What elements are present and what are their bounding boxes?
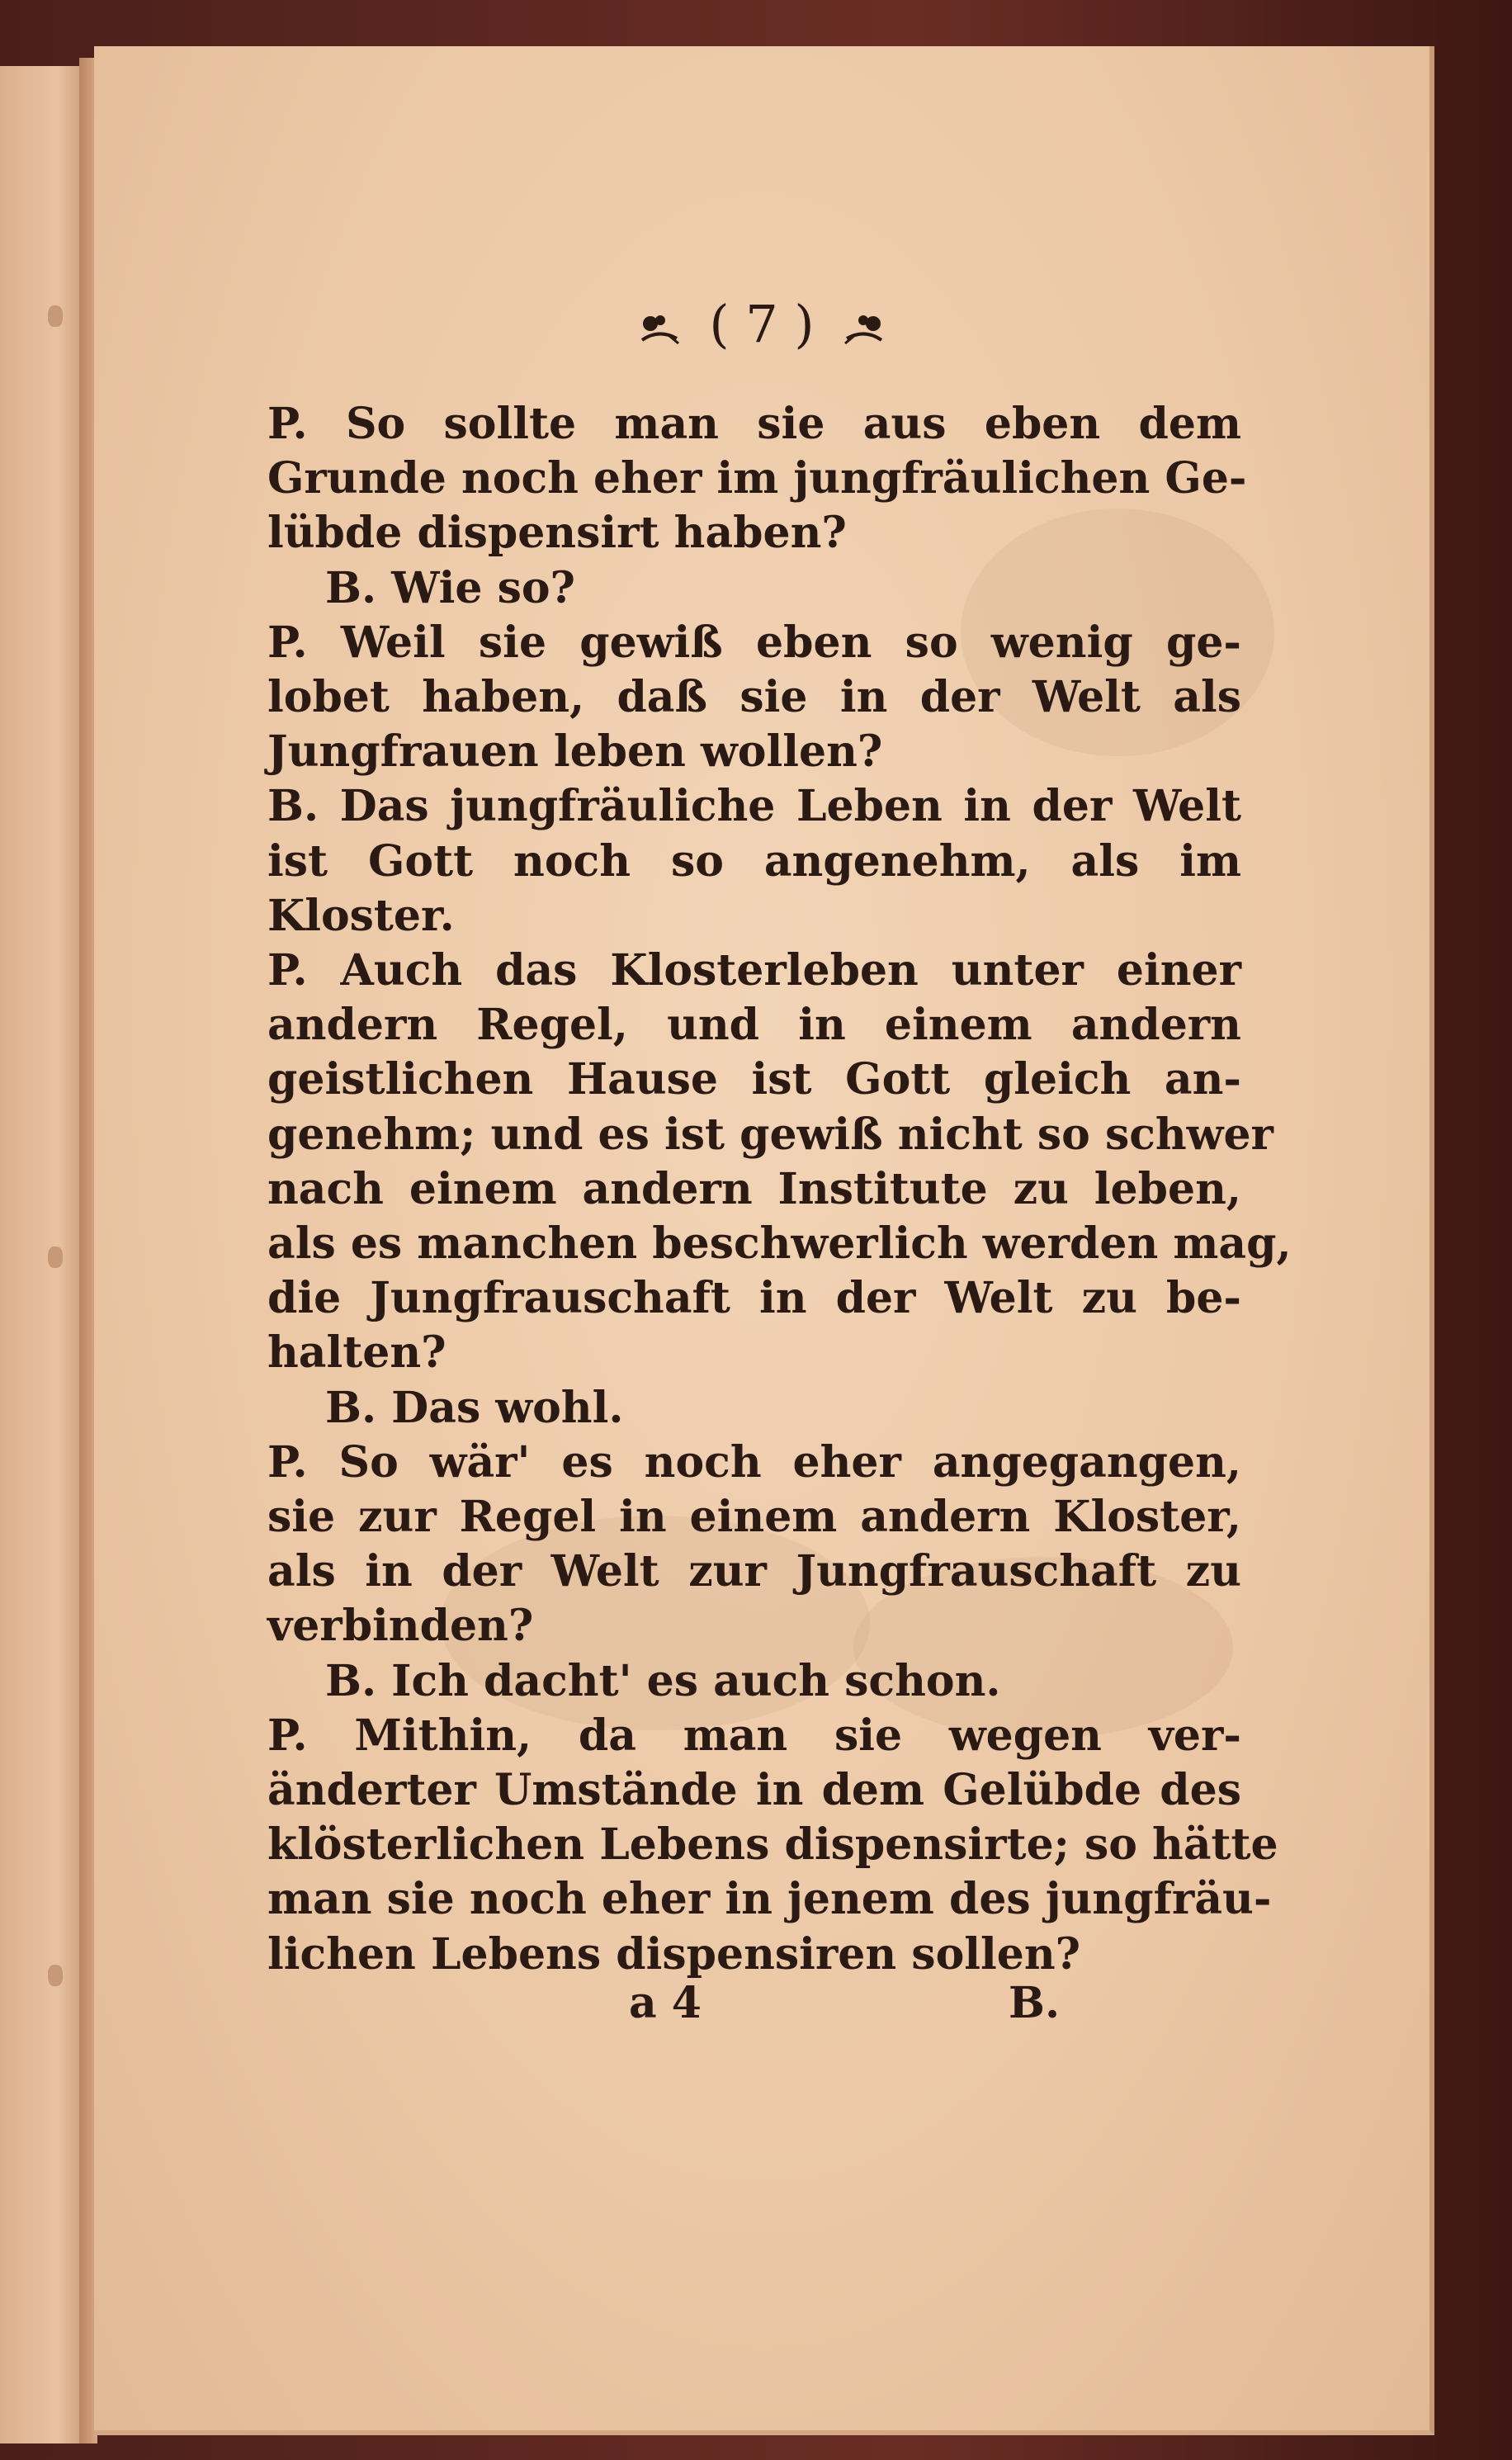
floral-ornament-icon (636, 310, 682, 347)
text-line: Jungfrauen leben wollen? (267, 726, 883, 778)
text-line: B. Wie so? (325, 562, 576, 613)
text-line: die Jungfrauschaft in der Welt zu be- (267, 1273, 1241, 1324)
text-line: P. So sollte man sie aus eben dem (267, 399, 1241, 449)
text-line: P. Weil sie gewiß eben so wenig ge- (267, 617, 1241, 668)
text-line: man sie noch eher in jenem des jungfräu- (267, 1874, 1272, 1925)
text-line: sie zur Regel in einem andern Kloster, (267, 1492, 1241, 1543)
text-line: verbinden? (267, 1601, 534, 1652)
paper-mark (48, 1247, 63, 1268)
text-line: genehm; und es ist gewiß nicht so schwer (267, 1109, 1273, 1160)
text-line: P. Auch das Klosterleben unter einer (267, 945, 1241, 996)
catchword: B. (1009, 1978, 1061, 2028)
paper-mark (48, 1965, 63, 1986)
paper-mark (48, 305, 63, 327)
text-line: B. Das jungfräuliche Leben in der Welt (267, 781, 1241, 832)
text-line: lübde dispensirt haben? (267, 508, 847, 559)
page-footer (94, 1978, 1429, 2044)
text-line: Grunde noch eher im jungfräulichen Ge- (267, 453, 1247, 504)
signature-mark: a 4 (629, 1978, 702, 2028)
text-line: nach einem andern Institute zu leben, (267, 1163, 1241, 1214)
floral-ornament-icon (842, 310, 888, 347)
left-page-edge (0, 66, 83, 2443)
page-number: ( 7 ) (709, 294, 815, 354)
text-line: B. Ich dacht' es auch schon. (325, 1655, 1001, 1706)
body-text (267, 397, 1292, 1982)
text-line: geistlichen Hause ist Gott gleich an- (267, 1054, 1241, 1105)
text-line: als in der Welt zur Jungfrauschaft zu (267, 1546, 1241, 1597)
text-line: P. So wär' es noch eher angegangen, (267, 1436, 1241, 1488)
text-line: änderter Umstände in dem Gelübde des (267, 1765, 1241, 1816)
text-line: B. Das wohl. (325, 1382, 624, 1433)
text-line: andern Regel, und in einem andern (267, 1000, 1241, 1051)
text-line: Kloster. (267, 890, 455, 941)
page-header (94, 294, 1429, 354)
text-line: lobet haben, daß sie in der Welt als (267, 672, 1241, 723)
text-line: lichen Lebens dispensiren sollen? (267, 1928, 1081, 1980)
text-line: P. Mithin, da man sie wegen ver- (267, 1710, 1241, 1761)
text-line: als es manchen beschwerlich werden mag, (267, 1218, 1292, 1270)
text-line: ist Gott noch so angenehm, als im (267, 835, 1241, 887)
right-page (94, 46, 1434, 2435)
text-line: klösterlichen Lebens dispensirte; so hätte (267, 1819, 1278, 1871)
text-line: halten? (267, 1327, 447, 1379)
